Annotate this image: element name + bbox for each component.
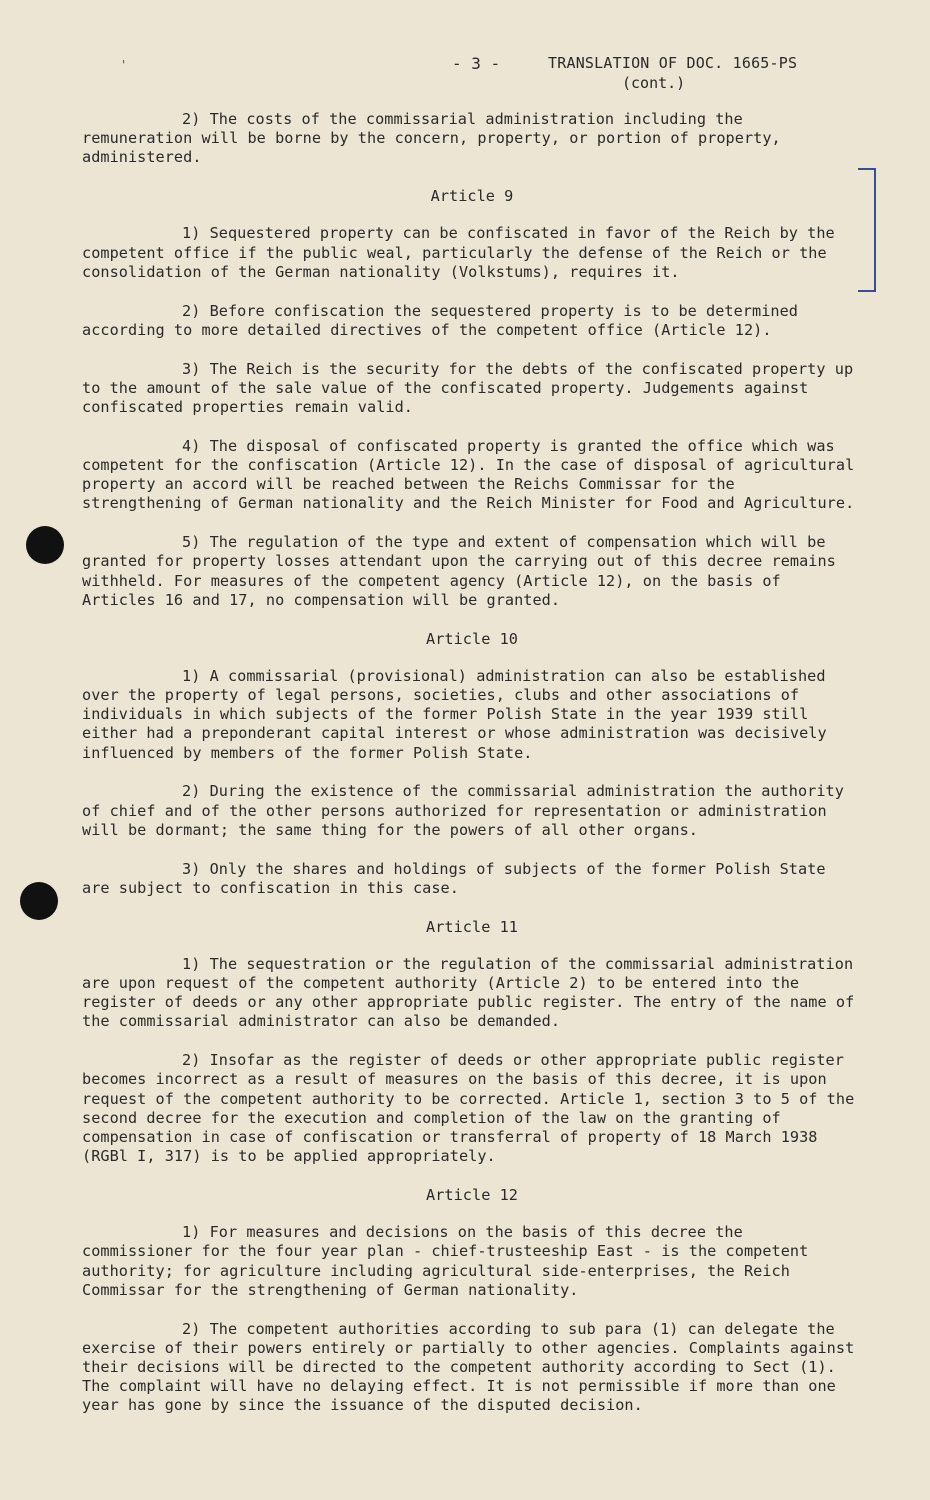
paragraph: 1) For measures and decisions on the basis of this decree the commissioner for the four year plan - chief-trusteeship East - is the competent authority; for agriculture including agricultural side-enterprises, the Reich Commissar for the strengthening of German nationality. [82,1223,818,1299]
document-title: TRANSLATION OF DOC. 1665-PS [548,54,798,72]
page-header [0,52,930,102]
article-heading: Article 12 [426,1186,518,1205]
paragraph: 2) The costs of the commissarial administration including the remuneration will be borne by the concern, property, or portion of property, administered. [82,110,790,167]
paragraph: 2) Before confiscation the sequestered property is to be determined according to more detailed directives of the competent office (Article 12). [82,301,808,339]
punch-hole [26,526,64,564]
paragraph: 3) The Reich is the security for the debts of the confiscated property up to the amount of the sale value of the confiscated property. Judgements against confiscated properties remain valid. [82,359,863,417]
paragraph: 3) Only the shares and holdings of subjects of the former Polish State are subject to confiscation in this case. [82,859,835,897]
margin-tick: ' [120,58,128,72]
document-body [82,110,862,1435]
paragraph: 1) A commissarial (provisional) administration can also be established over the property of legal persons, societies, clubs and other associations of individuals in which subjects of the former Polish State in the year 1939 still either had a preponderant capital interest or whose administration was decisively influenced by members of the former Polish State. [82,666,836,762]
paragraph: 4) The disposal of confiscated property is granted the office which was competent for the confiscation (Article 12). In the case of disposal of agricultural property an accord will be reached between the Reichs Commissar for the strengthening of German nationality and the Reich Minister for Food and Agriculture. [82,436,864,513]
article-heading: Article 9 [430,187,514,206]
page-number: - 3 - [452,54,501,73]
paragraph: 2) Insofar as the register of deeds or other appropriate public register becomes incorrect as a result of measures on the basis of this decree, it is upon request of the competent authority to be corrected. Article 1, section 3 to 5 of the second decree for the execution and completion of the law on the granting of compensation in case of confiscation or transferral of property of 18 March 1938 (RGBl I, 317) is to be applied appropriately. [82,1051,864,1166]
paragraph: 2) During the existence of the commissarial administration the authority of chief and of the other persons authorized for representation or administration will be dormant; the same thing for the powers of all other organs. [82,782,854,839]
article-heading: Article 11 [426,917,518,936]
paragraph: 1) Sequestered property can be confiscated in favor of the Reich by the competent office if the public weal, particularly the defense of the Reich or the consolidation of the German nationality (Volkstums), requires it. [82,224,844,281]
punch-hole [20,882,58,920]
paragraph: 1) The sequestration or the regulation of the commissarial administration are upon request of the competent authority (Article 2) to be entered into the register of deeds or any other appropriate public register. The entry of the name of the commissarial administrator can also be demanded. [82,954,864,1031]
paragraph: 5) The regulation of the type and extent of compensation which will be granted for property losses attendant upon the carrying out of this decree remains withheld. For measures of the competent agency (Article 12), on the basis of Articles 16 and 17, no compensation will be granted. [82,533,846,609]
document-continued: (cont.) [622,74,686,92]
article-heading: Article 10 [426,629,518,648]
paragraph: 2) The competent authorities according to sub para (1) can delegate the exercise of their powers entirely or partially to other agencies. Complaints against their decisions will be directed to the competent authority according to Sect (1). The complaint will have no delaying effect. It is not permissible if more than one year has gone by since the issuance of the disputed decision. [82,1319,864,1415]
